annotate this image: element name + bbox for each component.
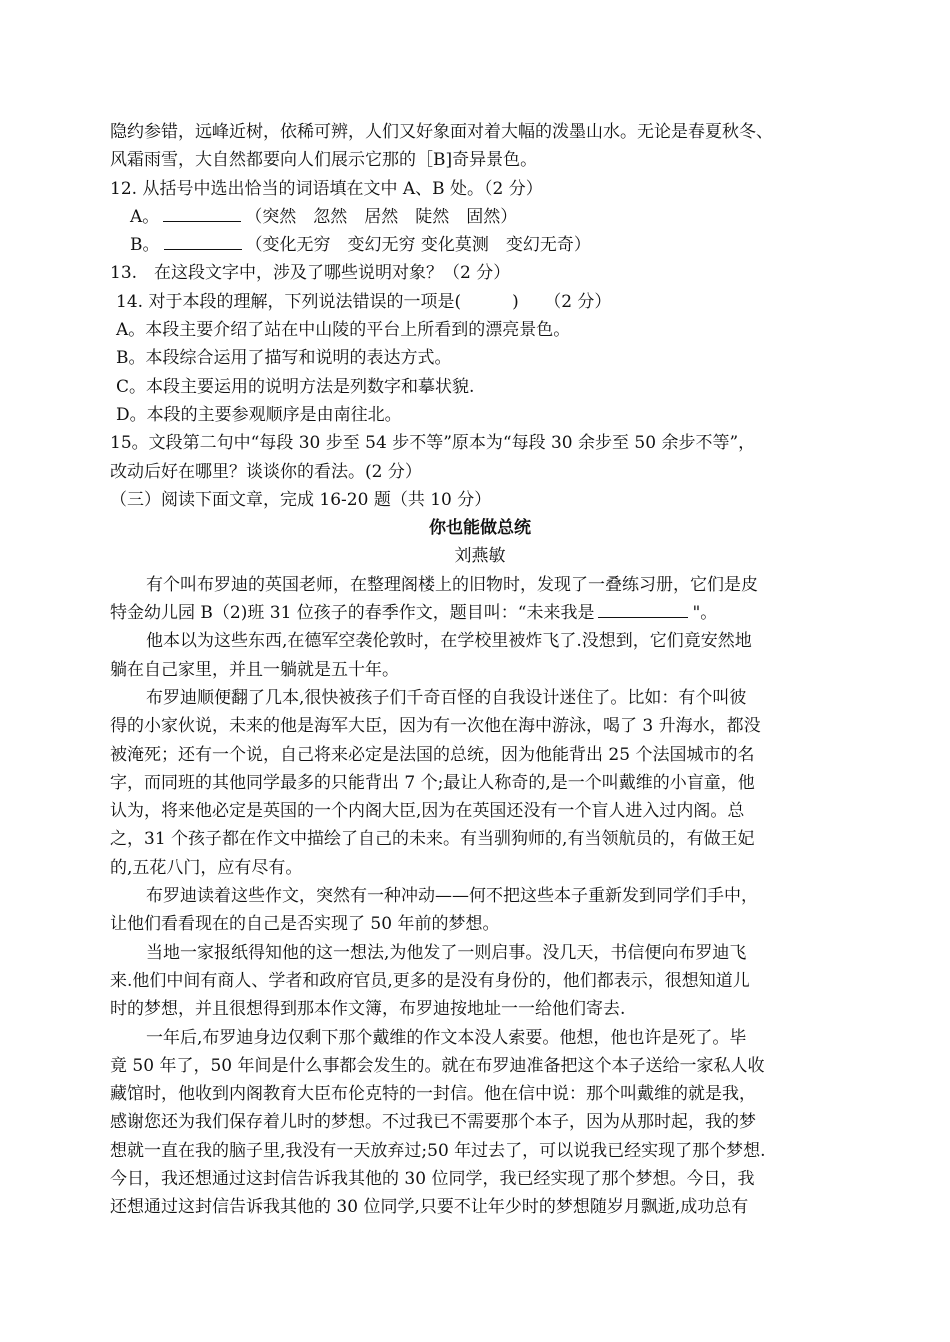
article-line: 布罗迪读着这些作文，突然有一种冲动——何不把这些本子重新发到同学们手中， xyxy=(146,886,758,907)
question-14-option: C。本段主要运用的说明方法是列数字和摹状貌. xyxy=(116,376,475,397)
question-12-option-b xyxy=(110,231,850,259)
article-line: 他本以为这些东西,在德军空袭伦敦时，在学校里被炸飞了.没想到，它们竟安然地 xyxy=(146,631,752,652)
answer-blank-a xyxy=(163,205,241,222)
article-author: 刘燕敏 xyxy=(454,546,506,567)
question-14-option: A。本段主要介绍了站在中山陵的平台上所看到的漂亮景色。 xyxy=(116,320,571,341)
article-line: 当地一家报纸得知他的这一想法,为他发了一则启事。没几天，书信便向布罗迪飞 xyxy=(146,942,747,963)
option-label: B。 xyxy=(130,235,160,256)
article-line: 得的小家伙说，未来的他是海军大臣，因为有一次他在海中游泳，喝了 3 升海水，都没 xyxy=(110,716,761,737)
article-line: 时的梦想，并且很想得到那本作文簿，布罗迪按地址一一给他们寄去. xyxy=(110,999,626,1020)
answer-blank-b xyxy=(164,233,242,250)
question-12-option-a xyxy=(110,203,850,231)
passage-line: 隐约参错，远峰近树，依稀可辨，人们又好象面对着大幅的泼墨山水。无论是春夏秋冬、 xyxy=(110,122,773,142)
article-line: 认为，将来他必定是英国的一个内阁大臣,因为在英国还没有一个盲人进入过内阁。总 xyxy=(110,801,745,822)
question-15-line: 改动后好在哪里？谈谈你的看法。(2 分） xyxy=(110,461,422,482)
article-line: 之，31 个孩子都在作文中描绘了自己的未来。有当驯狗师的,有当领航员的，有做王妃 xyxy=(110,829,755,850)
option-choices: （变化无穷 变幻无穷 变化莫测 变幻无奇） xyxy=(245,235,591,256)
article-line: 躺在自己家里，并且一躺就是五十年。 xyxy=(110,659,399,680)
article-line: 被淹死；还有一个说，自己将来必定是法国的总统，因为他能背出 25 个法国城市的名 xyxy=(110,744,755,765)
article-line: 还想通过这封信告诉我其他的 30 位同学,只要不让年少时的梦想随岁月飘逝,成功总有 xyxy=(110,1197,749,1218)
article-line: 想就一直在我的脑子里,我没有一天放弃过;50 年过去了，可以说我已经实现了那个梦想. xyxy=(110,1140,766,1161)
question-14-option: D。本段的主要参观顺序是由南往北。 xyxy=(116,404,402,425)
question-14-stem: 14. 对于本段的理解，下列说法错误的一项是( ) （2 分） xyxy=(116,291,612,312)
section-3-heading: （三）阅读下面文章，完成 16-20 题（共 10 分） xyxy=(110,489,492,510)
article-line: 的,五花八门，应有尽有。 xyxy=(110,857,303,878)
question-12-stem: 12. 从括号中选出恰当的词语填在文中 A、B 处。（2 分） xyxy=(110,178,543,199)
article-line: 有个叫布罗迪的英国老师，在整理阁楼上的旧物时，发现了一叠练习册，它们是皮 xyxy=(146,574,758,595)
question-15-line: 15。文段第二句中“每段 30 步至 54 步不等”原本为“每段 30 余步至 50 余步不等”， xyxy=(110,433,756,454)
article-line: 来.他们中间有商人、学者和政府官员,更多的是没有身份的，他们都表示，很想知道儿 xyxy=(110,970,750,991)
article-text: 特金幼儿园 B（2)班 31 位孩子的春季作文，题目叫：“未来我是 xyxy=(110,603,595,624)
article-text: "。 xyxy=(692,603,718,624)
option-label: A。 xyxy=(130,206,160,227)
title-blank xyxy=(598,601,688,618)
question-13-stem: 13. 在这段文字中，涉及了哪些说明对象？（2 分） xyxy=(110,263,511,284)
passage-line: 风霜雨雪，大自然都要向人们展示它那的［B]奇异景色。 xyxy=(110,150,538,171)
article-line: 竟 50 年了，50 年间是什么事都会发生的。就在布罗迪准备把这个本子送给一家私人收 xyxy=(110,1055,765,1076)
option-choices: （突然 忽然 居然 陡然 固然） xyxy=(245,206,518,227)
question-14-option: B。本段综合运用了描写和说明的表达方式。 xyxy=(116,348,452,369)
article-line: 布罗迪顺便翻了几本,很快被孩子们千奇百怪的自我设计迷住了。比如：有个叫彼 xyxy=(146,687,747,708)
article-line: 藏馆时，他收到内阁教育大臣布伦克特的一封信。他在信中说：那个叫戴维的就是我， xyxy=(110,1084,756,1105)
article-line: 让他们看看现在的自己是否实现了 50 年前的梦想。 xyxy=(110,914,500,935)
article-title: 你也能做总统 xyxy=(429,518,531,539)
article-line: 一年后,布罗迪身边仅剩下那个戴维的作文本没人索要。他想，他也许是死了。毕 xyxy=(146,1027,747,1048)
article-line: 字，而同班的其他同学最多的只能背出 7 个;最让人称奇的,是一个叫戴维的小盲童，他 xyxy=(110,772,755,793)
document-content xyxy=(110,118,850,1222)
article-line: 感谢您还为我们保存着儿时的梦想。不过我已不需要那个本子，因为从那时起，我的梦 xyxy=(110,1112,756,1133)
article-line xyxy=(110,599,850,627)
article-line: 今日，我还想通过这封信告诉我其他的 30 位同学，我已经实现了那个梦想。今日，我 xyxy=(110,1168,755,1189)
